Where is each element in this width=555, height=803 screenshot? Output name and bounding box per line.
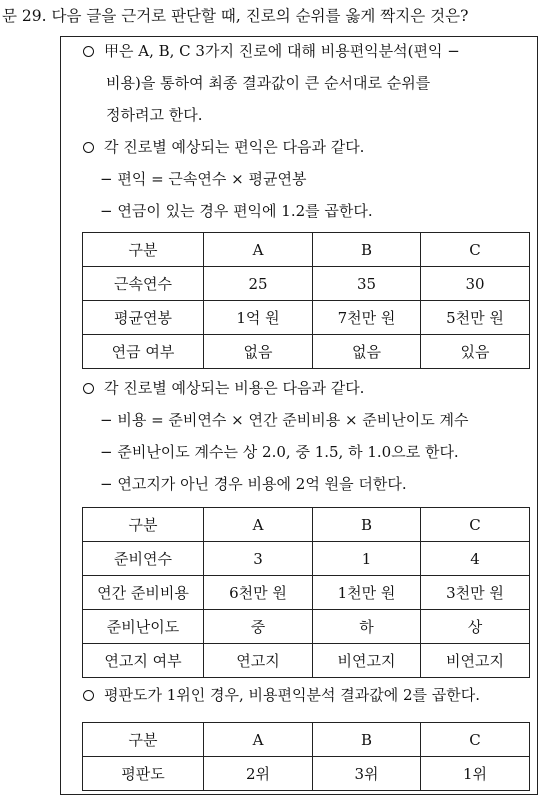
table-cell: A [204,723,313,757]
table-cell: 준비난이도 [83,610,204,644]
table-cell: 준비연수 [83,542,204,576]
intro-line-3: 정하려고 한다. [106,106,203,124]
table-cell: 상 [421,610,530,644]
table-cell: 4 [421,542,530,576]
table-cell: 연고지 [204,644,313,678]
table-row [83,267,530,301]
benefit-table [82,232,530,369]
table-cell: 1천만 원 [313,576,421,610]
table-cell: 평균연봉 [83,301,204,335]
cost-rule-3: − 연고지가 아닌 경우 비용에 2억 원을 더한다. [100,475,407,493]
table-cell: A [204,233,313,267]
table-cell: 비연고지 [313,644,421,678]
table-cell: 연금 여부 [83,335,204,369]
cost-rule-2: − 준비난이도 계수는 상 2.0, 중 1.5, 하 1.0으로 한다. [100,443,459,461]
bullet-circle-icon [83,690,94,701]
table-cell: 3천만 원 [421,576,530,610]
table-cell: 7천만 원 [313,301,421,335]
table-row [83,335,530,369]
table-header-row [83,233,530,267]
cost-rule-1: − 비용 = 준비연수 × 연간 준비비용 × 준비난이도 계수 [100,411,469,429]
table-cell: 3 [204,542,313,576]
table-header-row [83,723,530,757]
table-cell: 하 [313,610,421,644]
table-cell: 있음 [421,335,530,369]
table-cell: 1 [313,542,421,576]
bullet-circle-icon [83,46,94,57]
table-cell: 근속연수 [83,267,204,301]
table-header-row [83,508,530,542]
table-cell: 중 [204,610,313,644]
bullet-circle-icon [83,383,94,394]
reputation-heading: 평판도가 1위인 경우, 비용편익분석 결과값에 2를 곱한다. [104,686,481,704]
reputation-table [82,722,530,791]
table-row [83,757,530,791]
table-cell: 5천만 원 [421,301,530,335]
table-cell: B [313,508,421,542]
table-cell: 평판도 [83,757,204,791]
table-row [83,301,530,335]
cost-table [82,507,530,678]
table-cell: C [421,723,530,757]
table-cell: 35 [313,267,421,301]
table-row [83,644,530,678]
table-cell: 연간 준비비용 [83,576,204,610]
table-cell: 1억 원 [204,301,313,335]
cost-heading: 각 진로별 예상되는 비용은 다음과 같다. [104,379,365,397]
table-row [83,610,530,644]
intro-line-1: 甲은 A, B, C 3가지 진로에 대해 비용편익분석(편익 − [104,42,460,60]
table-cell: 없음 [313,335,421,369]
benefit-rule-1: − 편익 = 근속연수 × 평균연봉 [100,170,307,188]
table-cell: 6천만 원 [204,576,313,610]
table-cell: B [313,723,421,757]
table-row [83,542,530,576]
table-row [83,576,530,610]
benefit-rule-2: − 연금이 있는 경우 편익에 1.2를 곱한다. [100,202,373,220]
table-cell: 30 [421,267,530,301]
table-cell: 연고지 여부 [83,644,204,678]
table-cell: C [421,233,530,267]
table-cell: 1위 [421,757,530,791]
table-cell: A [204,508,313,542]
table-cell: C [421,508,530,542]
table-cell: 2위 [204,757,313,791]
table-cell: 25 [204,267,313,301]
intro-line-2: 비용)을 통하여 최종 결과값이 큰 순서대로 순위를 [106,74,431,92]
table-cell: B [313,233,421,267]
table-cell: 3위 [313,757,421,791]
benefit-heading: 각 진로별 예상되는 편익은 다음과 같다. [104,138,365,156]
question-title: 문 29. 다음 글을 근거로 판단할 때, 진로의 순위를 옳게 짝지은 것은? [2,7,469,25]
table-cell: 구분 [83,508,204,542]
table-cell: 구분 [83,723,204,757]
bullet-circle-icon [83,142,94,153]
table-cell: 비연고지 [421,644,530,678]
table-cell: 없음 [204,335,313,369]
table-cell: 구분 [83,233,204,267]
